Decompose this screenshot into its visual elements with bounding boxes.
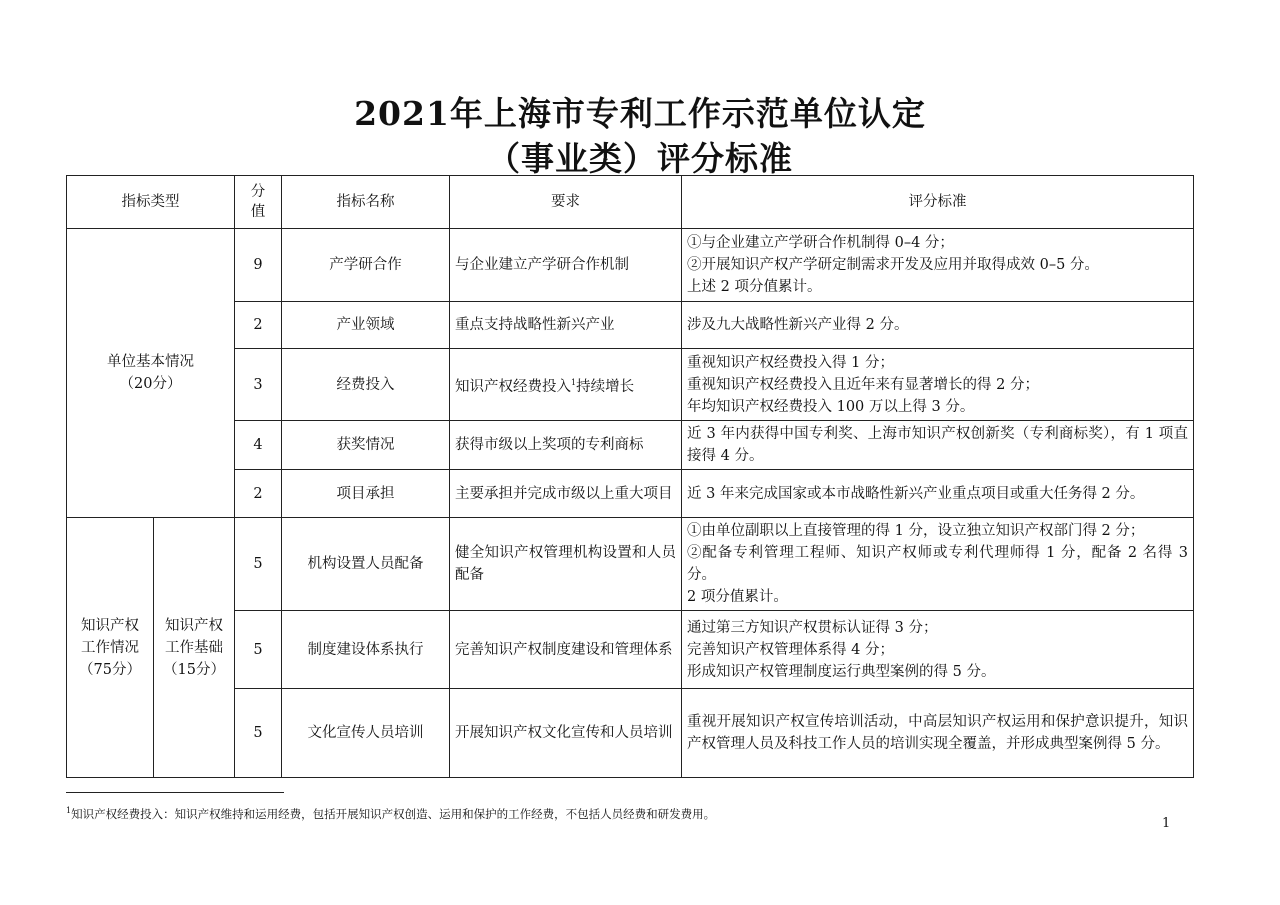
- row-name: 经费投入: [282, 349, 450, 421]
- table-row: [67, 689, 1194, 778]
- criteria-line: 通过第三方知识产权贯标认证得 3 分；: [687, 619, 938, 636]
- row-name: 制度建设体系执行: [282, 611, 450, 689]
- table-row: [67, 349, 1194, 421]
- row-requirement: 开展知识产权文化宣传和人员培训: [450, 689, 682, 778]
- row-requirement: 完善知识产权制度建设和管理体系: [450, 611, 682, 689]
- requirement-text-post: 持续增长: [576, 378, 635, 395]
- row-score: 5: [235, 518, 282, 611]
- page-number: 1: [1162, 816, 1171, 831]
- row-requirement: 与企业建立产学研合作机制: [450, 229, 682, 302]
- row-criteria: [682, 611, 1194, 689]
- criteria-line: 近 3 年内获得中国专利奖、上海市知识产权创新奖（专利商标奖），有 1 项直接得 4 分。: [687, 426, 1188, 464]
- row-name: 机构设置人员配备: [282, 518, 450, 611]
- table-row: [67, 518, 1194, 611]
- criteria-line: 重视开展知识产权宣传培训活动，中高层知识产权运用和保护意识提升，知识产权管理人员及科技工作人员的培训实现全覆盖，并形成典型案例得 5 分。: [687, 714, 1188, 752]
- row-name: 产学研合作: [282, 229, 450, 302]
- criteria-line: ①与企业建立产学研合作机制得 0–4 分；: [687, 235, 954, 251]
- header-score: 分 值: [235, 176, 282, 229]
- row-requirement: 重点支持战略性新兴产业: [450, 302, 682, 349]
- group-ip-work: [67, 518, 154, 778]
- criteria-line: ①由单位副职以上直接管理的得 1 分，设立独立知识产权部门得 2 分；: [687, 523, 1145, 539]
- criteria-line: 上述 2 项分值累计。: [687, 279, 822, 295]
- table-row: [67, 302, 1194, 349]
- row-criteria: [682, 689, 1194, 778]
- subgroup-line1: 知识产权: [165, 617, 223, 634]
- subgroup-line3: （15分）: [163, 661, 225, 678]
- row-score: 9: [235, 229, 282, 302]
- row-criteria: [682, 349, 1194, 421]
- requirement-text-pre: 知识产权经费投入: [455, 378, 571, 395]
- header-name: 指标名称: [282, 176, 450, 229]
- subgroup-ip-foundation: [154, 518, 235, 778]
- row-name: 产业领域: [282, 302, 450, 349]
- row-name: 项目承担: [282, 470, 450, 518]
- row-score: 4: [235, 421, 282, 470]
- criteria-line: 近 3 年来完成国家或本市战略性新兴产业重点项目或重大任务得 2 分。: [687, 485, 1145, 502]
- group-basic-info-line1: 单位基本情况: [107, 354, 194, 370]
- row-score: 2: [235, 470, 282, 518]
- row-criteria: [682, 470, 1194, 518]
- criteria-line: 年均知识产权经费投入 100 万以上得 3 分。: [687, 398, 975, 415]
- criteria-line: 形成知识产权管理制度运行典型案例的得 5 分。: [687, 663, 996, 680]
- group-ip-work-line2: 工作情况: [81, 639, 139, 656]
- criteria-line: 2 项分值累计。: [687, 589, 788, 605]
- row-criteria: [682, 302, 1194, 349]
- header-type: 指标类型: [67, 176, 235, 229]
- header-row: [67, 176, 1194, 229]
- row-requirement: [450, 349, 682, 421]
- group-basic-info: [67, 229, 235, 518]
- row-criteria: [682, 421, 1194, 470]
- criteria-line: 完善知识产权管理体系得 4 分；: [687, 641, 894, 658]
- criteria-line: ②配备专利管理工程师、知识产权师或专利代理师得 1 分，配备 2 名得 3 分。: [687, 545, 1188, 583]
- header-criteria: 评分标准: [682, 176, 1194, 229]
- row-score: 5: [235, 611, 282, 689]
- footnote-marker: 1: [571, 377, 577, 387]
- group-ip-work-line3: （75分）: [79, 661, 141, 678]
- footnote-divider: [66, 792, 284, 793]
- footnote: [66, 803, 715, 822]
- header-requirement: 要求: [450, 176, 682, 229]
- table-row: [67, 611, 1194, 689]
- criteria-line: 重视知识产权经费投入且近年来有显著增长的得 2 分；: [687, 376, 1039, 393]
- table-row: [67, 421, 1194, 470]
- row-name: 获奖情况: [282, 421, 450, 470]
- row-score: 5: [235, 689, 282, 778]
- document-title-line2: （事业类）评分标准: [487, 139, 793, 178]
- subgroup-line2: 工作基础: [165, 639, 223, 656]
- group-basic-info-line2: （20分）: [119, 376, 182, 392]
- row-name: 文化宣传人员培训: [282, 689, 450, 778]
- row-requirement: 获得市级以上奖项的专利商标: [450, 421, 682, 470]
- row-criteria: [682, 229, 1194, 302]
- row-requirement: 健全知识产权管理机构设置和人员配备: [450, 518, 682, 611]
- criteria-line: ②开展知识产权产学研定制需求开发及应用并取得成效 0–5 分。: [687, 257, 1099, 273]
- footnote-text: 知识产权经费投入：知识产权维持和运用经费，包括开展知识产权创造、运用和保护的工作经费，不包括人员经费和研发费用。: [71, 806, 716, 821]
- group-ip-work-line1: 知识产权: [81, 617, 139, 634]
- criteria-line: 涉及九大战略性新兴产业得 2 分。: [687, 317, 909, 333]
- table-row: [67, 470, 1194, 518]
- scoring-table: [66, 175, 1194, 778]
- row-score: 2: [235, 302, 282, 349]
- row-requirement: 主要承担并完成市级以上重大项目: [450, 470, 682, 518]
- footnote-mark: 1: [66, 806, 72, 815]
- criteria-line: 重视知识产权经费投入得 1 分；: [687, 354, 894, 371]
- row-criteria: [682, 518, 1194, 611]
- document-title-line1: 2021年上海市专利工作示范单位认定: [354, 94, 926, 133]
- row-score: 3: [235, 349, 282, 421]
- table-row: [67, 229, 1194, 302]
